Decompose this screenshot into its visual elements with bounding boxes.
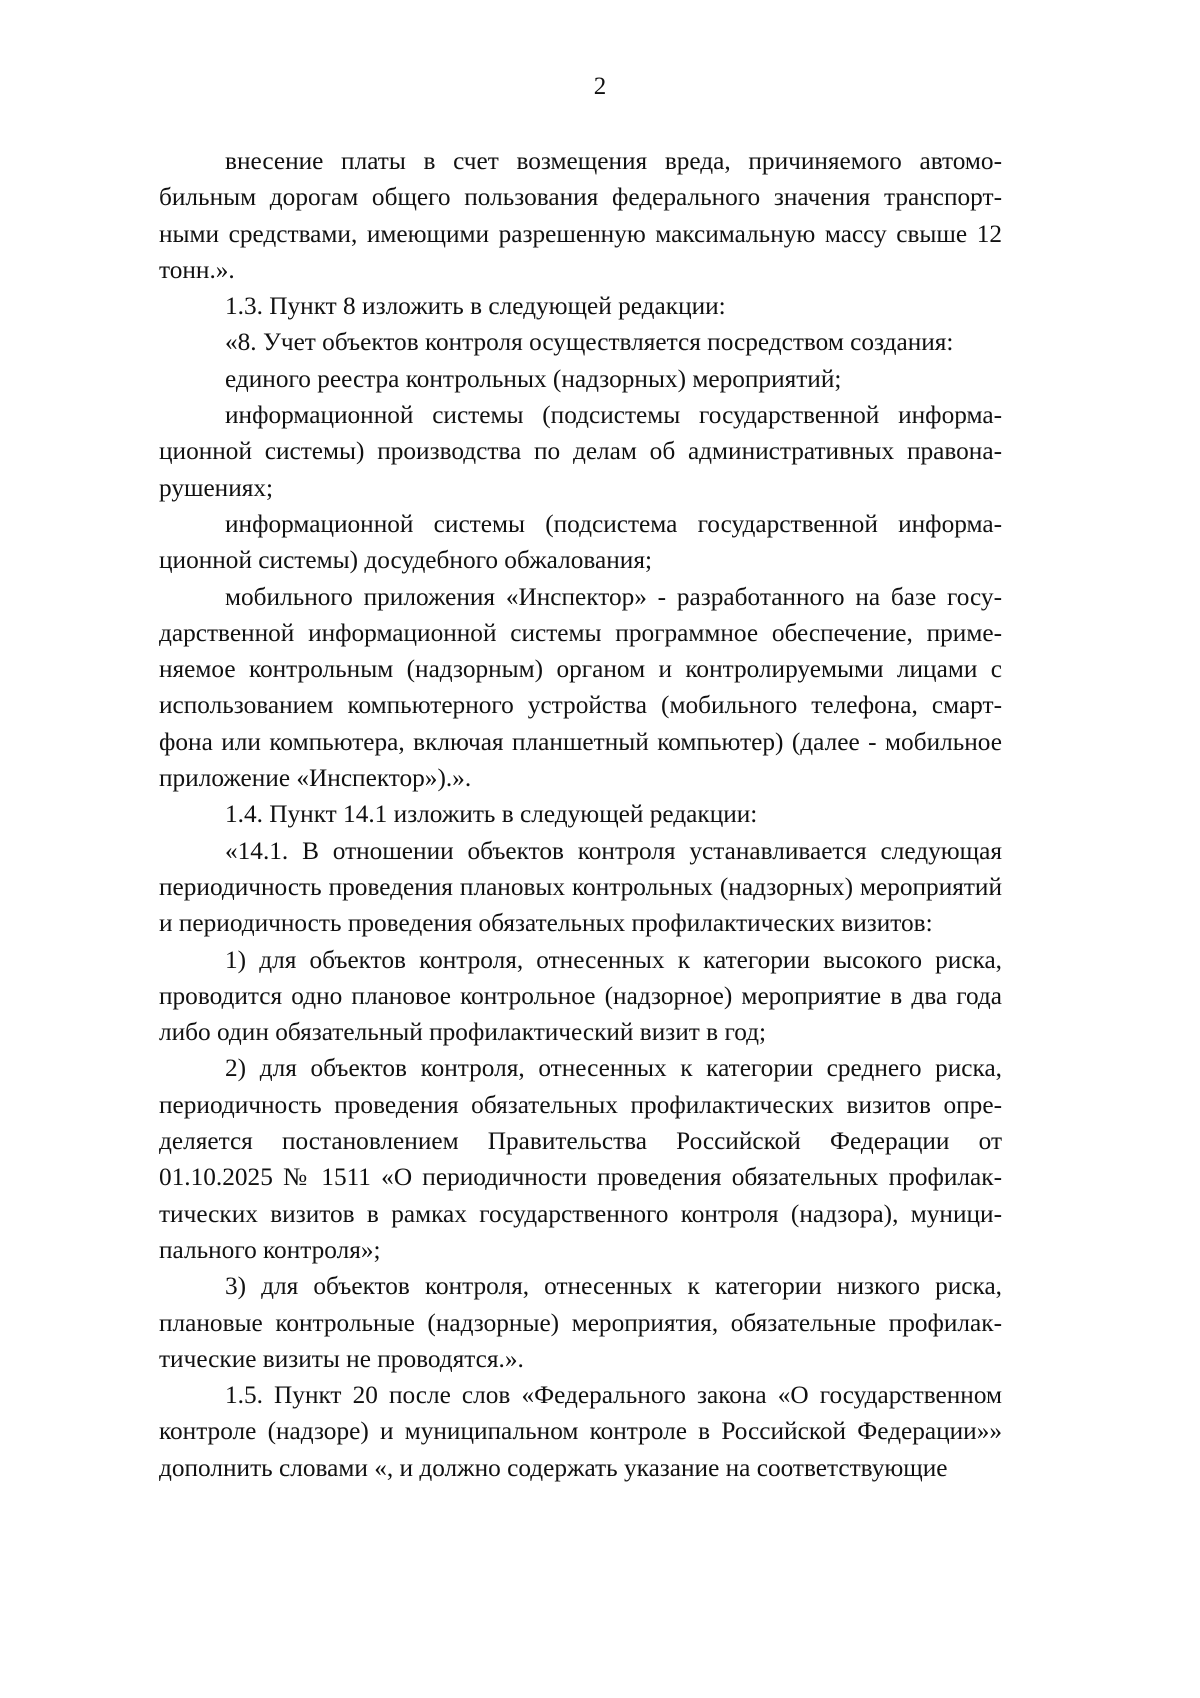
paragraph-high-risk: 1) для объектов контроля, отнесенных к категории высокого риска, проводится одно плановое контрольное (надзорное) мероприятие в два года либо один обязательный профилактический визит в год; (159, 945, 1002, 1047)
page-number: 2 (593, 73, 607, 100)
paragraph-appeal-info-system: информационной системы (подсистема государственной информационной системы) досудебного обжалования; (159, 509, 1002, 575)
paragraph-inspector-app: мобильного приложения «Инспектор» - разработанного на базе государственной информационной системы программное обеспечение, применяемое контрольным (надзорным) органом и контролируемыми лицами с использованием компьютерного устройства (мобильного телефона, смартфона или компьютера, включая планшетный компьютер) (далее - мобильное приложение «Инспектор»).». (159, 582, 1002, 793)
paragraph-clause-8: «8. Учет объектов контроля осуществляется посредством создания: (225, 328, 954, 357)
paragraph-offense-info-system: информационной системы (подсистемы государственной информационной системы) производства по делам об административных правонарушениях; (159, 401, 1002, 502)
paragraph-item-1-4: 1.4. Пункт 14.1 изложить в следующей редакции: (225, 800, 758, 829)
paragraph-unified-registry: единого реестра контрольных (надзорных) мероприятий; (225, 364, 842, 393)
paragraph-low-risk: 3) для объектов контроля, отнесенных к категории низкого риска, плановые контрольные (надзорные) мероприятия, обязательные профилактические визиты не проводятся.». (159, 1272, 1002, 1373)
paragraph-item-1-5: 1.5. Пункт 20 после слов «Федерального закона «О государственном контроле (надзоре) и муниципальном контроле в Российской Федерации»» дополнить словами «, и должно содержать указание на соответствующие (159, 1381, 1002, 1482)
paragraph-harm-fee-end: внесение платы в счет возмещения вреда, причиняемого автомобильным дорогам общего пользования федерального значения транспортными средствами, имеющими разрешенную максимальную массу свыше 12 тонн.». (159, 147, 1002, 284)
document-body (159, 143, 1002, 1486)
paragraph-item-1-3: 1.3. Пункт 8 изложить в следующей редакции: (225, 292, 726, 321)
paragraph-medium-risk: 2) для объектов контроля, отнесенных к категории среднего риска, периодичность проведения обязательных профилактических визитов определяется постановлением Правительства Российской Федерации от 01.10.2025 № 1511 «О периодичности проведения обязательных профилактических визитов в рамках государственного контроля (надзора), муниципального контроля»; (159, 1054, 1002, 1264)
paragraph-clause-14-1: «14.1. В отношении объектов контроля устанавливается следующая периодичность проведения плановых контрольных (надзорных) мероприятий и периодичность проведения обязательных профилактических визитов: (159, 836, 1002, 938)
